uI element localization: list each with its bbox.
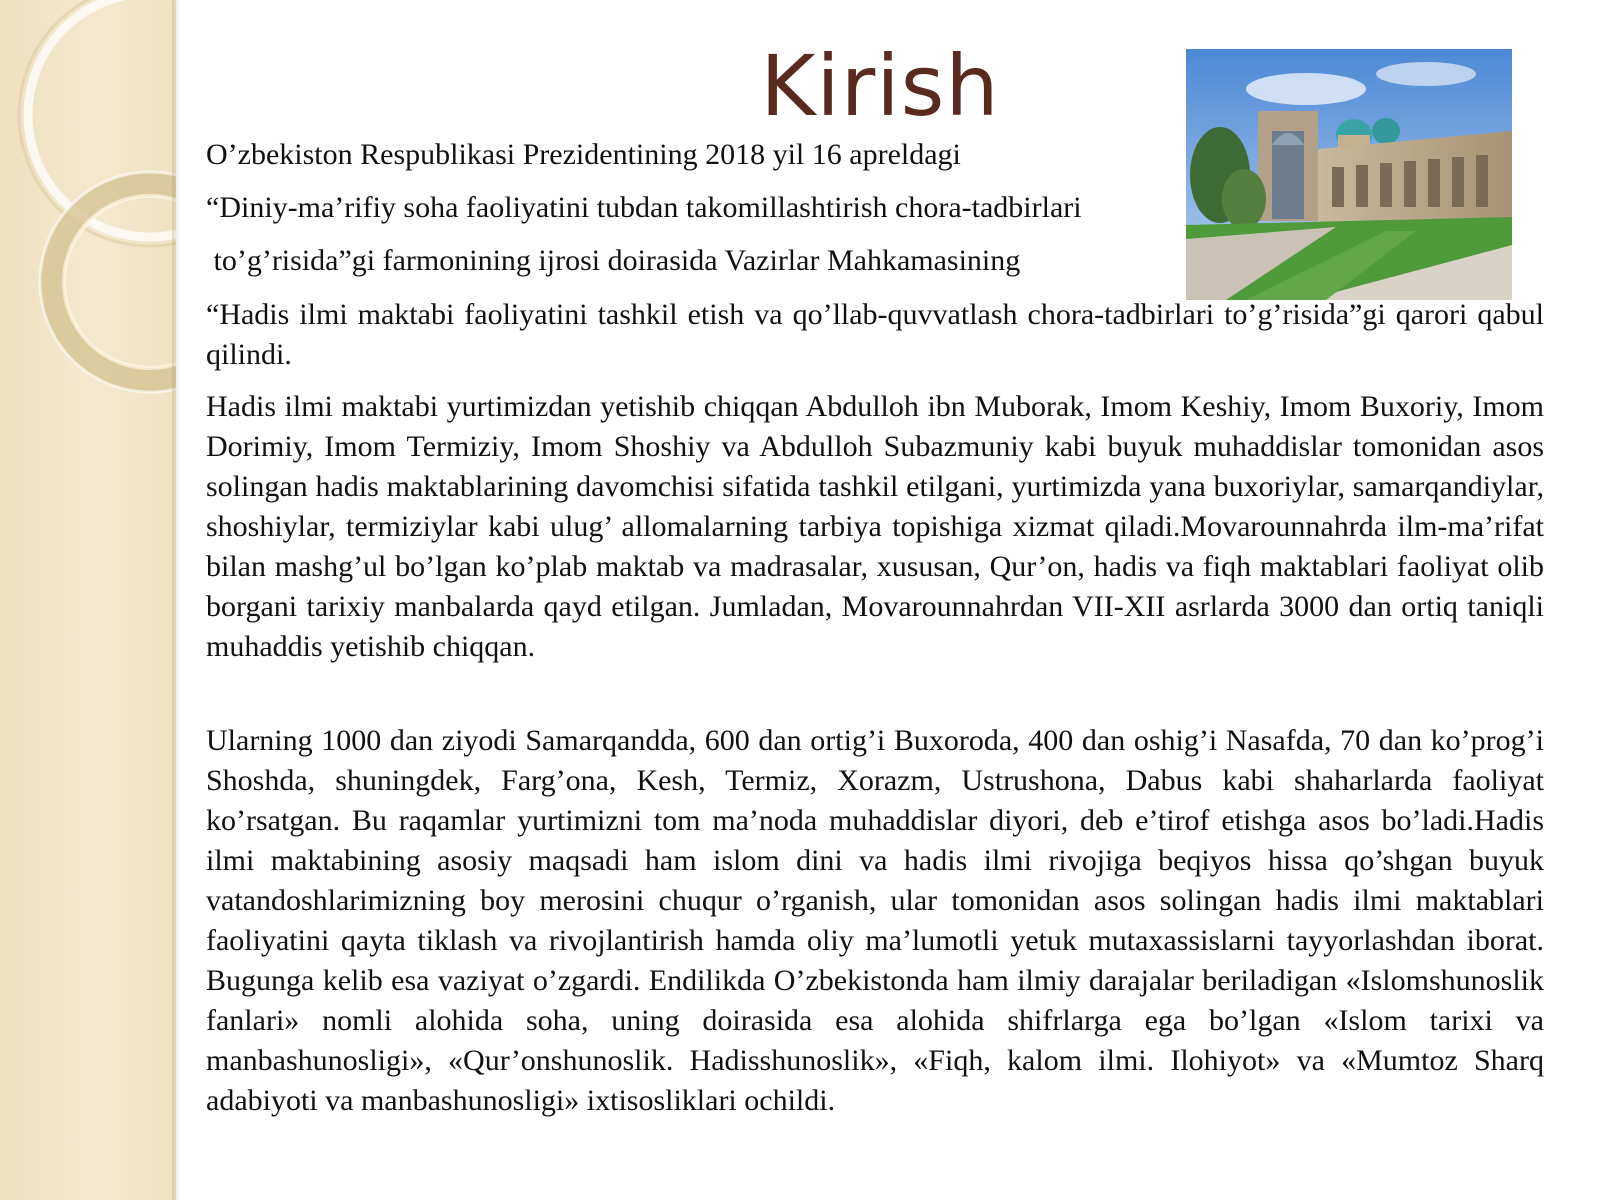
decorative-side-panel xyxy=(0,0,176,1200)
intro-line: O’zbekiston Respublikasi Prezidentining 2018 yil 16 apreldagi xyxy=(206,138,961,171)
intro-block xyxy=(206,190,1082,226)
intro-block xyxy=(206,243,1020,279)
body-paragraph: Hadis ilmi maktabi yurtimizdan yetishib chiqqan Abdulloh ibn Muborak, Imom Keshiy, Imom Buxoriy, Imom Dorimiy, Imom Termiziy, Imom Shoshiy va Abdulloh Subazmuniy kabi buyuk muhaddislar tomonidan asos solingan hadis maktablarining davomchisi sifatida tashkil etilgani, yurtimizda yana buxoriylar, samarqandiylar, shoshiylar, termiziylar kabi ulug’ allomalarning tarbiya topishiga xizmat qiladi.Movarounnahrda ilm-ma’rifat bilan mashg’ul bo’lgan ko’plab maktab va madrasalar, xususan, Qur’on, hadis va fiqh maktablari faoliyat olib borgani tarixiy manbalarda qayd etilgan. Jumladan, Movarounnahrdan VII-XII asrlarda 3000 dan ortiq taniqli muhaddis yetishib chiqqan. xyxy=(206,390,1544,663)
side-panel-edge xyxy=(172,0,180,1200)
body-paragraph: “Hadis ilmi maktabi faoliyatini tashkil etish va qo’llab-quvvatlash chora-tadbirlari to’g’risida”gi qarori qabul qilindi. xyxy=(206,298,1544,371)
mosque-photo xyxy=(1186,49,1512,300)
decorative-rings xyxy=(0,0,176,1200)
body-paragraph: Ularning 1000 dan ziyodi Samarqandda, 600 dan ortig’i Buxoroda, 400 dan oshig’i Nasafda, 70 dan ko’prog’i Shoshda, shuningdek, Farg’ona, Kesh, Termiz, Xorazm, Ustrushona, Dabus kabi shaharlarda faoliyat ko’rsatgan. Bu raqamlar yurtimizni tom ma’noda muhaddislar diyori, deb e’tirof etishga asos bo’ladi.Hadis ilmi maktabining asosiy maqsadi ham islom dini va hadis ilmi rivojiga beqiyos hissa qo’shgan buyuk vatandoshlarimizning boy merosini chuqur o’rganish, ular tomonidan asos solingan hadis ilmi maktablari faoliyatini qayta tiklash va rivojlantirish hamda oliy ma’lumotli yetuk mutaxassislarni tayyorlashdan iborat. Bugunga kelib esa vaziyat o’zgardi. Endilikda O’zbekistonda ham ilmiy darajalar beriladigan «Islomshunoslik fanlari» nomli alohida soha, uning doirasida esa alohida shifrlarga ega bo’lgan «Islom tarixi va manbashunosligi», «Qur’onshunoslik. Hadisshunoslik», «Fiqh, kalom ilmi. Ilohiyot» va «Mumtoz Sharq adabiyoti va manbashunosligi» ixtisosliklari ochildi. xyxy=(206,724,1544,1117)
intro-line: “Diniy-ma’rifiy soha faoliyatini tubdan takomillashtirish chora-tadbirlari xyxy=(206,191,1082,224)
intro-block xyxy=(206,137,961,173)
intro-line: to’g’risida”gi farmonining ijrosi doirasida Vazirlar Mahkamasining xyxy=(206,244,1021,277)
slide-title: Kirish xyxy=(760,37,1000,135)
